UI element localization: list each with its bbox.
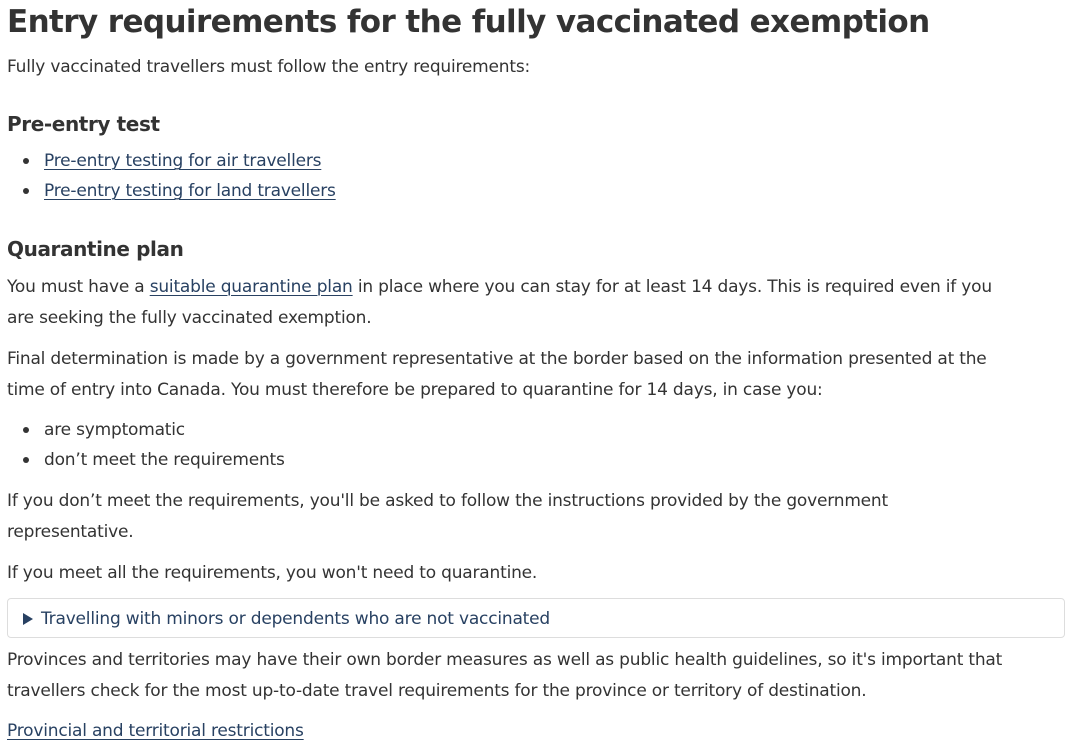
list-item bbox=[7, 445, 285, 475]
provinces-link-paragraph bbox=[7, 716, 304, 747]
list-item bbox=[7, 415, 285, 445]
quarantine-plan-link[interactable]: suitable quarantine plan bbox=[149, 277, 353, 297]
case-text: are symptomatic bbox=[44, 420, 185, 440]
quarantine-p3-text: representative. bbox=[7, 521, 134, 542]
triangle-right-icon bbox=[23, 613, 33, 625]
case-text: don’t meet the requirements bbox=[44, 450, 285, 470]
land-travellers-link[interactable]: Pre-entry testing for land travellers bbox=[44, 181, 336, 201]
quarantine-p3-text: If you don’t meet the requirements, you'll be asked to follow the instructions provided by the government bbox=[7, 491, 888, 511]
air-travellers-link[interactable]: Pre-entry testing for air travellers bbox=[44, 151, 322, 171]
provinces-text: travellers check for the most up-to-date travel requirements for the province or territory of destination. bbox=[7, 680, 867, 701]
quarantine-p1-text: are seeking the fully vaccinated exemption. bbox=[7, 307, 372, 328]
provincial-restrictions-link[interactable]: Provincial and territorial restrictions bbox=[7, 721, 304, 741]
quarantine-paragraph-3 bbox=[7, 486, 888, 547]
quarantine-paragraph-1 bbox=[7, 272, 992, 333]
pre-entry-heading: Pre-entry test bbox=[7, 112, 160, 136]
quarantine-p2-text: time of entry into Canada. You must therefore be prepared to quarantine for 14 days, in case you: bbox=[7, 379, 823, 400]
quarantine-p1-text: You must have a bbox=[7, 277, 150, 297]
bullet-icon bbox=[23, 457, 29, 463]
bullet-icon bbox=[23, 158, 29, 164]
details-summary-text: Travelling with minors or dependents who are not vaccinated bbox=[41, 609, 550, 629]
bullet-icon bbox=[23, 427, 29, 433]
quarantine-heading: Quarantine plan bbox=[7, 237, 184, 261]
provinces-paragraph bbox=[7, 645, 1002, 706]
quarantine-p2-text: Final determination is made by a government representative at the border based on the information presented at the bbox=[7, 349, 987, 369]
quarantine-paragraph-4: If you meet all the requirements, you won't need to quarantine. bbox=[7, 563, 538, 583]
minors-details-toggle[interactable] bbox=[7, 598, 1065, 638]
quarantine-paragraph-2 bbox=[7, 344, 987, 405]
page-title: Entry requirements for the fully vaccinated exemption bbox=[7, 4, 930, 40]
list-item bbox=[7, 146, 336, 176]
list-item bbox=[7, 176, 336, 206]
bullet-icon bbox=[23, 188, 29, 194]
provinces-text: Provinces and territories may have their own border measures as well as public health guidelines, so it's important that bbox=[7, 650, 1003, 670]
quarantine-cases-list bbox=[7, 415, 285, 475]
quarantine-p1-text: in place where you can stay for at least 14 days. This is required even if you bbox=[352, 277, 992, 297]
pre-entry-list bbox=[7, 146, 336, 206]
intro-text: Fully vaccinated travellers must follow the entry requirements: bbox=[7, 57, 531, 77]
